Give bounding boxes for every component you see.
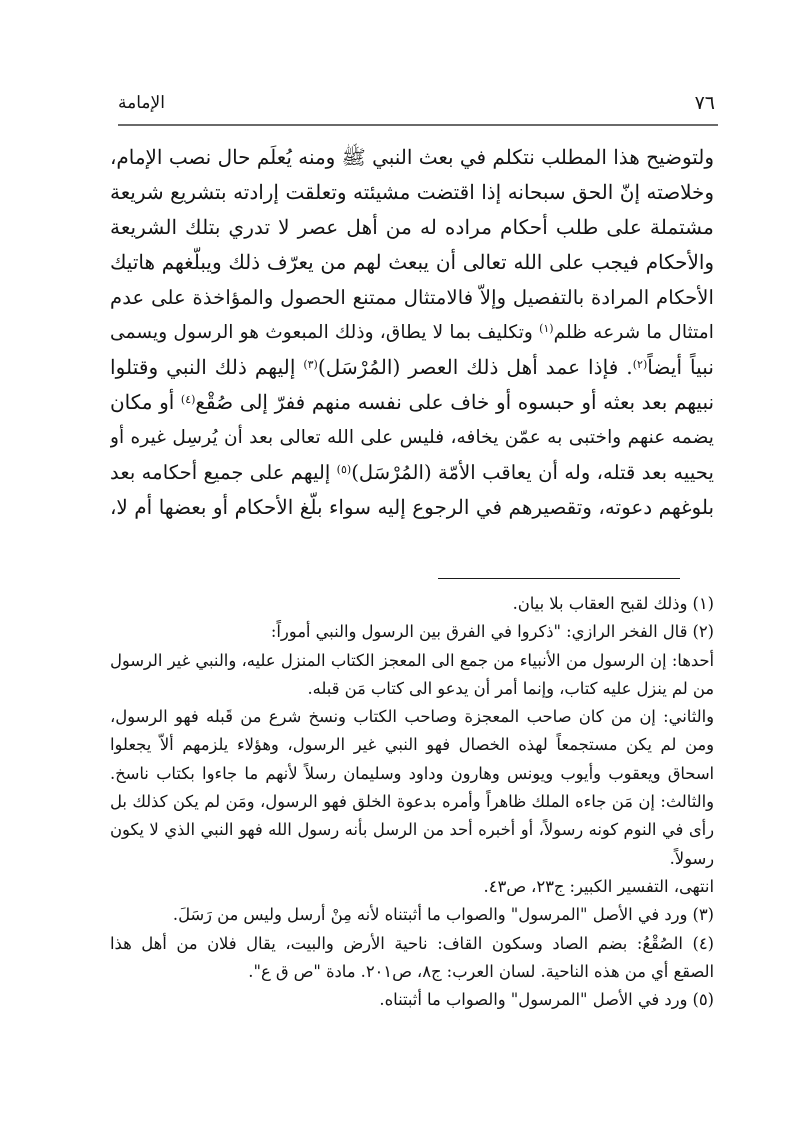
footnote-line: والثاني: إن من كان صاحب المعجزة وصاحب الكتاب ونسخ شرع من قَبله فهو الرسول،: [110, 707, 714, 727]
footnote-line: رسولاً.: [669, 848, 714, 868]
body-text-segment: إليهم ذلك النبي وقتلوا: [110, 355, 304, 379]
header-rule: [118, 124, 718, 126]
footnote-line: اسحاق ويعقوب وأيوب ويونس وهارون وداود وسليمان رسلاً لأنهم ما جاءوا بكتاب ناسخ.: [110, 763, 714, 783]
body-text-segment: إليهم على جميع أحكامه بعد: [110, 461, 337, 484]
body-line: [110, 385, 714, 420]
body-line: [110, 175, 714, 210]
footnote-line: (٤) الصُقْعُ: بضم الصاد وسكون القاف: ناحية الأرض والبيت، يقال فلان من أهل هذا: [110, 933, 714, 953]
body-line: [110, 210, 714, 245]
main-text: [110, 140, 714, 525]
footnote-line: (٣) ورد في الأصل "المرسول" والصواب ما أثبتناه لأنه مِنْ أرسل وليس من رَسَلَ.: [172, 905, 714, 925]
footnote-line: رأى في النوم كونه رسولاً، أو أخبره أحد من الرسل بأنه رسول الله فهو النبي الذي لا يكون: [110, 820, 714, 840]
body-text-segment: يحييه بعد قتله، وله أن يعاقب الأمّة (المُرْسَل): [351, 461, 714, 484]
footnote-line: ومن لم يكن مستجمعاً لهذه الخصال فهو النبي غير الرسول، وهؤلاء يلزمهم ألاّ يجعلوا: [110, 735, 714, 755]
body-line: [110, 455, 714, 490]
body-line: [110, 490, 714, 525]
body-line: [110, 315, 714, 350]
footnote-line: والثالث: إن مَن جاءه الملك ظاهراً وأمره بدعوة الخلق فهو الرسول، ومَن لم يكن كذلك بل: [110, 792, 714, 812]
body-text-segment: نبياً أيضاً: [647, 355, 714, 379]
footnote-line: الصقع أي من هذه الناحية. لسان العرب: ج٨، ص٢٠١. مادة "ص ق ع".: [248, 961, 714, 981]
body-line: [110, 420, 714, 455]
footnote-reference: (١): [539, 321, 554, 335]
footnote-line: (٢) قال الفخر الرازي: "ذكروا في الفرق بين الرسول والنبي أموراً:: [270, 622, 714, 642]
body-line: [110, 245, 714, 280]
body-text-segment: يضمه عنهم واختبى به عمّن يخافه، فليس على الله تعالى بعد أن يُرسِل غيره أو: [110, 427, 714, 448]
body-line: [110, 280, 714, 315]
footnote-reference: (٢): [632, 357, 648, 371]
body-text-segment: مشتملة على طلب أحكام مراده له من أهل عصر لا تدري بتلك الشريعة: [110, 215, 714, 239]
footnote-line: (١) وذلك لقبح العقاب بلا بيان.: [512, 594, 714, 613]
footnote-reference: (٥): [336, 462, 352, 476]
body-text-segment: نبيهم بعد بعثه أو حبسوه أو خاف على نفسه منهم ففرّ إلى صُقْع: [195, 390, 714, 414]
body-text-segment: بلوغهم دعوته، وتقصيرهم في الرجوع إليه سواء بلّغ الأحكام أو بعضها أم لا،: [110, 495, 714, 519]
body-text-segment: امتثال ما شرعه ظلم: [553, 322, 714, 343]
footnote-separator: [438, 578, 680, 579]
body-text-segment: ولتوضيح هذا المطلب نتكلم في بعث النبي ﷺ ومنه يُعلَم حال نصب الإمام،: [110, 145, 714, 169]
body-line: [110, 350, 714, 385]
footnote-reference: (٤): [180, 392, 196, 406]
footnote-line: انتهى، التفسير الكبير: ج٢٣، ص٤٣.: [483, 876, 714, 896]
footnote-reference: (٣): [303, 357, 318, 371]
running-header-title: الإمامة: [118, 93, 165, 113]
footnote-line: أحدها: إن الرسول من الأنبياء من جمع الى المعجز الكتاب المنزل عليه، والنبي غير الرسول: [110, 650, 714, 670]
body-line: [110, 140, 714, 175]
body-text-segment: الأحكام المرادة بالتفصيل وإلاّ فالامتثال ممتنع الحصول والمؤاخذة على عدم: [110, 286, 714, 309]
page-number: ٧٦: [694, 92, 715, 114]
footnote-line: (٥) ورد في الأصل "المرسول" والصواب ما أثبتناه.: [379, 990, 714, 1010]
body-text-segment: أو مكان: [110, 390, 181, 414]
body-text-segment: وخلاصته إنّ الحق سبحانه إذا اقتضت مشيئته وتعلقت إرادته بتشريع شريعة: [110, 180, 714, 204]
body-text-segment: والأحكام فيجب على الله تعالى أن يبعث لهم من يعرّف ذلك ويبلّغهم هاتيك: [110, 250, 714, 274]
footnotes: [110, 590, 714, 1014]
body-text-segment: . فإذا عمد أهل ذلك العصر (المُرْسَل): [317, 355, 633, 379]
body-text-segment: وتكليف بما لا يطاق، وذلك المبعوث هو الرسول ويسمى: [110, 322, 540, 343]
footnote-line: من لم ينزل عليه كتاب، وإنما أمر أن يدعو الى كتاب مَن قبله.: [307, 678, 714, 698]
